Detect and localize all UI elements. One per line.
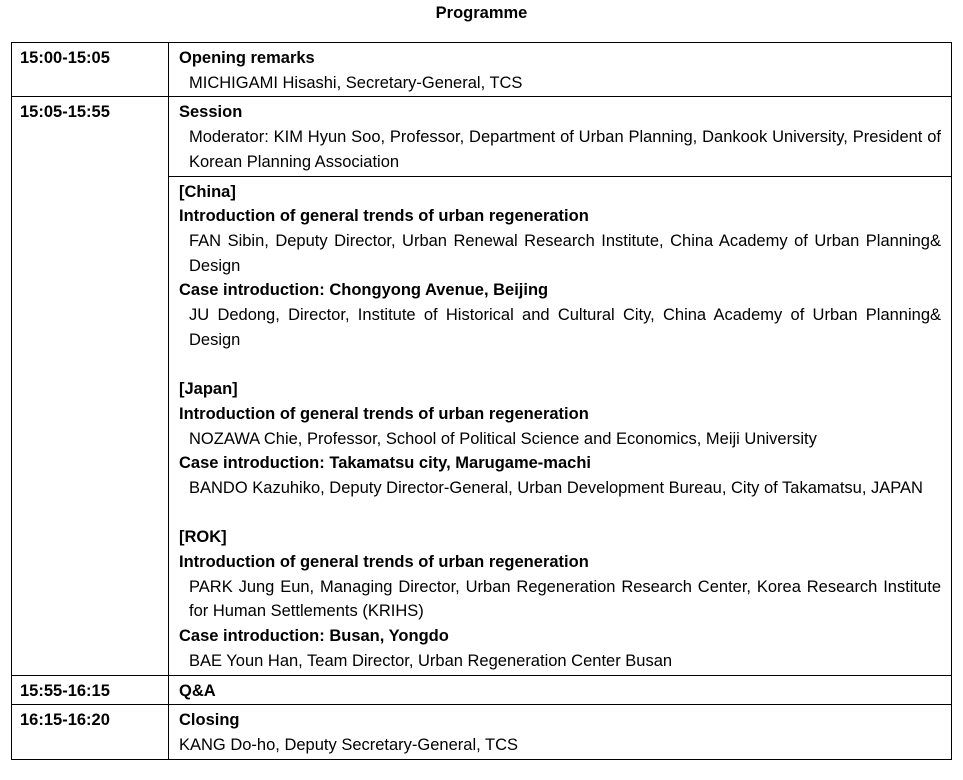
speaker-text: FAN Sibin, Deputy Director, Urban Renewal Research Institute, China Academy of Urban Planning& Design — [189, 231, 941, 275]
speaker-text: PARK Jung Eun, Managing Director, Urban Regeneration Research Center, Korea Research Institute for Human Settlements (KRIHS) — [189, 577, 941, 621]
table-row-session — [12, 97, 952, 176]
programme-table — [11, 42, 952, 760]
country-label: [China] — [179, 182, 236, 201]
speaker-text: BANDO Kazuhiko, Deputy Director-General, Urban Development Bureau, City of Takamatsu, JAPAN — [189, 478, 923, 497]
speaker-text: BAE Youn Han, Team Director, Urban Regeneration Center Busan — [189, 651, 673, 670]
time-cell: 16:15-16:20 — [12, 705, 169, 759]
item-heading: Q&A — [179, 681, 216, 700]
item-heading: Closing — [179, 711, 240, 730]
moderator-text: Moderator: KIM Hyun Soo, Professor, Department of Urban Planning, Dankook University, President of Korean Planning Association — [189, 128, 941, 171]
spacer — [179, 501, 941, 526]
speaker-text: NOZAWA Chie, Professor, School of Political Science and Economics, Meiji University — [189, 429, 817, 448]
content-cell — [169, 705, 952, 759]
speaker-text: MICHIGAMI Hisashi, Secretary-General, TCS — [189, 73, 523, 92]
table-row-closing — [12, 705, 952, 759]
item-heading: Case introduction: Takamatsu city, Marugame-machi — [179, 454, 591, 473]
item-heading: Case introduction: Busan, Yongdo — [179, 627, 449, 646]
country-label: [Japan] — [179, 380, 238, 399]
time-cell: 15:55-16:15 — [12, 675, 169, 705]
item-heading: Opening remarks — [179, 49, 315, 67]
content-cell — [169, 43, 952, 97]
item-heading: Session — [179, 103, 243, 122]
time-cell: 15:00-15:05 — [12, 43, 169, 97]
content-cell — [169, 675, 952, 705]
country-label: [ROK] — [179, 528, 227, 547]
time-cell: 15:05-15:55 — [12, 97, 169, 675]
content-cell — [169, 176, 952, 675]
table-row-opening — [12, 43, 952, 97]
table-row-qa — [12, 675, 952, 705]
item-heading: Introduction of general trends of urban regeneration — [179, 404, 589, 423]
spacer — [179, 352, 941, 377]
content-cell — [169, 97, 952, 176]
speaker-text: JU Dedong, Director, Institute of Historical and Cultural City, China Academy of Urban Planning& Design — [189, 306, 941, 349]
item-heading: Introduction of general trends of urban regeneration — [179, 553, 589, 572]
item-heading: Introduction of general trends of urban regeneration — [179, 207, 589, 226]
speaker-text: KANG Do-ho, Deputy Secretary-General, TCS — [179, 735, 518, 754]
item-heading: Case introduction: Chongyong Avenue, Beijing — [179, 281, 549, 300]
programme-title: Programme — [435, 4, 528, 22]
